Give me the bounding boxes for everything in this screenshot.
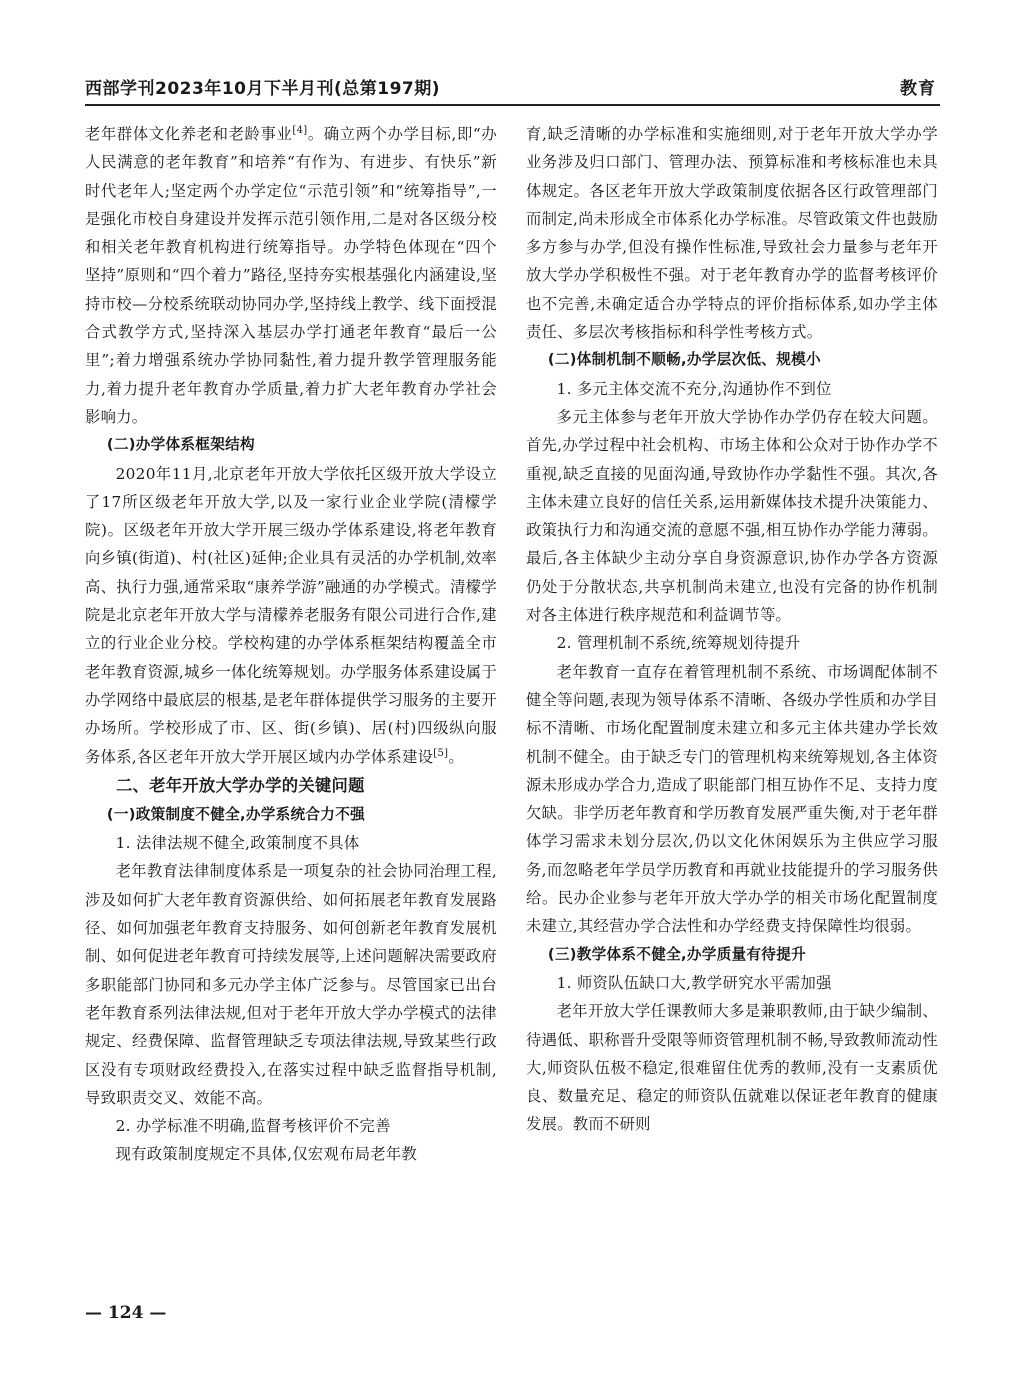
text-run: 老年群体文化养老和老龄事业 bbox=[85, 125, 293, 143]
citation-ref: [4] bbox=[292, 125, 308, 136]
text-run: 育,缺乏清晰的办学标准和实施细则,对于老年开放大学办学业务涉及归口部门、管理办法、预算标准和考核标准也未具体规定。各区老年开放大学政策制度依据各区行政管理部门而制定,尚未形成全市体系化办学标准。尽管政策文件也鼓励多方参与办学,但没有操作性标准,导致社会力量参与老年开放大学办学积极性不强。对于老年教育办学的监督考核评价也不完善,未确定适合办学特点的评价指标体系,如办学主体责任、多层次考核指标和科学性考核方式。 bbox=[526, 125, 938, 342]
journal-title: 西部学刊2023年10月下半月刊(总第197期) bbox=[85, 79, 440, 99]
subsubsection-heading bbox=[526, 969, 938, 997]
section-heading bbox=[85, 771, 497, 801]
text-run: (一)政策制度不健全,办学系统合力不强 bbox=[106, 805, 365, 823]
subsection-heading bbox=[85, 801, 497, 829]
paragraph bbox=[85, 1140, 497, 1168]
text-run: 1. 师资队伍缺口大,教学研究水平需加强 bbox=[556, 973, 832, 992]
paragraph bbox=[85, 460, 497, 771]
subsection-heading bbox=[526, 346, 938, 374]
text-run: (二)办学体系框架结构 bbox=[106, 436, 255, 454]
text-run: 2. 管理机制不系统,统筹规划待提升 bbox=[556, 634, 801, 653]
text-run: 二、老年开放大学办学的关键问题 bbox=[115, 775, 365, 795]
text-run: (二)体制机制不顺畅,办学层次低、规模小 bbox=[547, 351, 821, 369]
paragraph bbox=[526, 997, 938, 1138]
paragraph-continued bbox=[85, 120, 497, 431]
text-run: 老年教育法律制度体系是一项复杂的社会协同治理工程,涉及如何扩大老年教育资源供给、如何拓展老年教育发展路径、如何加强老年教育支持服务、如何创新老年教育发展机制、如何促进老年教育可持续发展等,上述问题解决需要政府多职能部门协同和多元办学主体广泛参与。尽管国家已出台老年教育系列法律法规,但对于老年开放大学办学模式的法律规定、经费保障、监督管理缺乏专项法律法规,导致某些行政区没有专项财政经费投入,在落实过程中缺乏监督指导机制,导致职责交叉、效能不高。 bbox=[85, 862, 497, 1107]
citation-ref: [5] bbox=[433, 747, 449, 759]
text-run: 。 bbox=[448, 747, 464, 766]
subsubsection-heading bbox=[526, 375, 938, 403]
text-run: (三)教学体系不健全,办学质量有待提升 bbox=[547, 945, 806, 963]
paragraph bbox=[85, 857, 497, 1112]
subsubsection-heading bbox=[85, 829, 497, 857]
text-run: 1. 多元主体交流不充分,沟通协作不到位 bbox=[556, 379, 832, 398]
running-header bbox=[85, 70, 940, 106]
text-run: 老年教育一直存在着管理机制不系统、市场调配体制不健全等问题,表现为领导体系不清晰、各级办学性质和办学目标不清晰、市场化配置制度未建立和多元主体共建办学长效机制不健全。由于缺乏专门的管理机构来统筹规划,各主体资源未形成办学合力,造成了职能部门相互协作不足、支持力度欠缺。非学历老年教育和学历教育发展严重失衡,对于老年群体学习需求未划分层次,仍以文化休闲娱乐为主供应学习服务,而忽略老年学员学历教育和再就业技能提升的学习服务供给。民办企业参与老年开放大学办学的相关市场化配置制度未建立,其经营办学合法性和办学经费支持保障性均很弱。 bbox=[526, 662, 938, 936]
page-number: — 124 — bbox=[85, 1303, 167, 1323]
text-run: 2. 办学标准不明确,监督考核评价不完善 bbox=[115, 1117, 391, 1136]
subsubsection-heading bbox=[526, 629, 938, 657]
subsubsection-heading bbox=[85, 1112, 497, 1140]
paragraph-continued bbox=[526, 120, 938, 346]
text-run: 老年开放大学任课教师大多是兼职教师,由于缺少编制、待遇低、职称晋升受限等师资管理机制不畅,导致教师流动性大,师资队伍极不稳定,很难留住优秀的教师,没有一支素质优良、数量充足、稳定的师资队伍就难以保证老年教育的健康发展。教而不研则 bbox=[526, 1002, 938, 1134]
right-column bbox=[526, 120, 938, 1139]
section-label: 教育 bbox=[900, 79, 936, 99]
left-column bbox=[85, 120, 497, 1169]
paragraph bbox=[526, 403, 938, 629]
text-run: 现有政策制度规定不具体,仅宏观布局老年教 bbox=[115, 1145, 418, 1164]
text-run: 1. 法律法规不健全,政策制度不具体 bbox=[115, 834, 360, 853]
subsection-heading bbox=[85, 431, 497, 459]
text-run: 多元主体参与老年开放大学协作办学仍存在较大问题。首先,办学过程中社会机构、市场主体和公众对于协作办学不重视,缺乏直接的见面沟通,导致协作办学黏性不强。其次,各主体未建立良好的信任关系,运用新媒体技术提升决策能力、政策执行力和沟通交流的意愿不强,相互协作办学能力薄弱。最后,各主体缺少主动分享自身资源意识,协作办学各方资源仍处于分散状态,共享机制尚未建立,也没有完备的协作机制对各主体进行秩序规范和利益调节等。 bbox=[526, 407, 938, 625]
subsection-heading bbox=[526, 941, 938, 969]
paragraph bbox=[526, 658, 938, 941]
text-run: 。确立两个办学目标,即“办人民满意的老年教育”和培养“有作为、有进步、有快乐”新时代老年人;坚定两个办学定位“示范引领”和“统筹指导”,一是强化市校自身建设并发挥示范引领作用,二是对各区级分校和相关老年教育机构进行统筹指导。办学特色体现在“四个坚持”原则和“四个着力”路径,坚持夯实根基强化内涵建设,坚持市校—分校系统联动协同办学,坚持线上教学、线下面授混合式教学方式,坚持深入基层办学打通老年教育“最后一公里”;着力增强系统办学协同黏性,着力提升教学管理服务能力,着力提升老年教育办学质量,着力扩大老年教育办学社会影响力。 bbox=[85, 125, 497, 426]
text-run: 2020年11月,北京老年开放大学依托区级开放大学设立了17所区级老年开放大学,以及一家行业企业学院(清檬学院)。区级老年开放大学开展三级办学体系建设,将老年教育向乡镇(街道)、村(社区)延伸;企业具有灵活的办学机制,效率高、执行力强,通常采取“康养学游”融通的办学模式。清檬学院是北京老年开放大学与清檬养老服务有限公司进行合作,建立的行业企业分校。学校构建的办学体系框架结构覆盖全市老年教育资源,城乡一体化统筹规划。办学服务体系建设属于办学网络中最底层的根基,是老年群体提供学习服务的主要开办场所。学校形成了市、区、街(乡镇)、居(村)四级纵向服务体系,各区老年开放大学开展区域内办学体系建设 bbox=[85, 464, 497, 766]
